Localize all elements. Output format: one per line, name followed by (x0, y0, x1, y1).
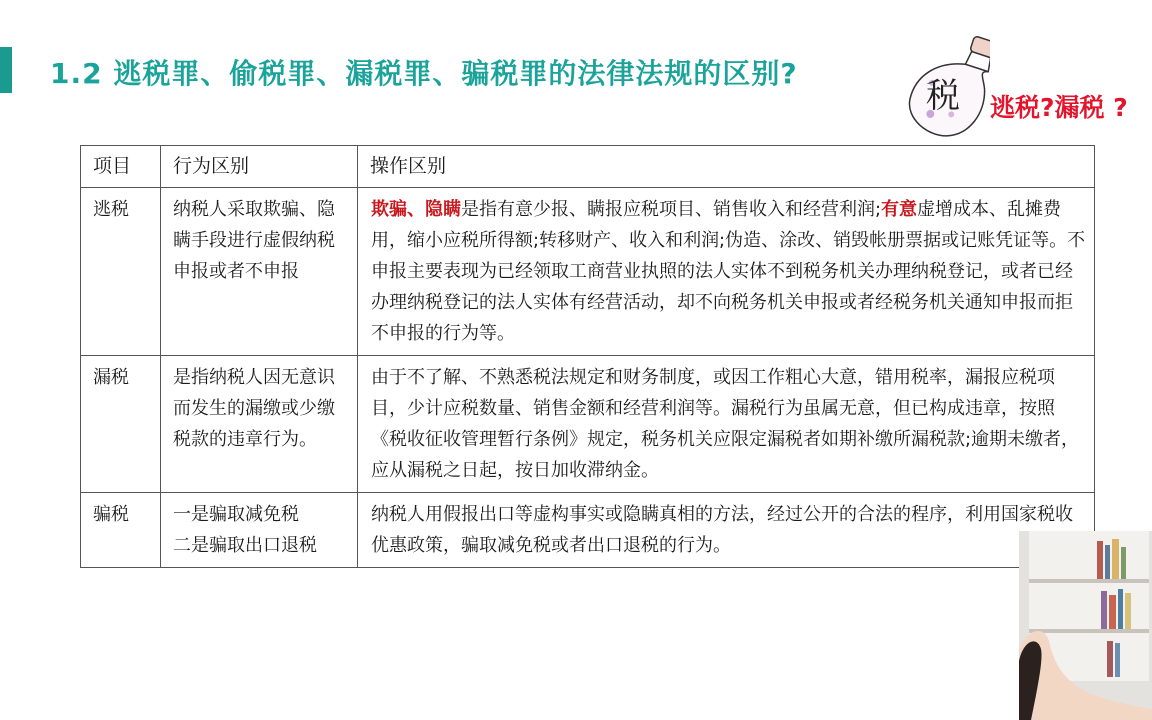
behavior-line: 二是骗取出口退税 (173, 535, 317, 556)
row-item-label: 骗税 (81, 493, 161, 568)
tax-bottle-icon (900, 25, 990, 145)
operation-cell (358, 188, 1095, 356)
row-item-label: 逃税 (81, 188, 161, 356)
operation-cell: 纳税人用假报出口等虚构事实或隐瞒真相的方法，经过公开的合法的程序，利用国家税收优惠政策，骗取减免税或者出口退税的行为。 (358, 493, 1095, 568)
behavior-cell: 纳税人采取欺骗、隐瞒手段进行虚假纳税申报或者不申报 (161, 188, 358, 356)
behavior-line: 一是骗取减免税 (173, 504, 299, 525)
slide-title: 1.2 逃税罪、偷税罪、漏税罪、骗税罪的法律法规的区别? (50, 57, 798, 90)
header-behavior: 行为区别 (161, 146, 358, 188)
table-header-row (81, 146, 1095, 188)
table-row (81, 356, 1095, 493)
operation-text: 虚增成本、乱摊费用，缩小应税所得额;转移财产、收入和利润;伪造、涂改、销毁帐册票据或记账凭证等。不申报主要表现为已经领取工商营业执照的法人实体不到税务机关办理纳税登记，或者已经办理纳税登记的法人实体有经营活动，却不向税务机关申报或者经税务机关通知申报而拒不申报的行为等。 (371, 199, 1086, 344)
table-row (81, 188, 1095, 356)
bookshelf-background (1019, 531, 1152, 720)
tax-glyph: 税 (926, 76, 960, 116)
table-row (81, 493, 1095, 568)
row-item-label: 漏税 (81, 356, 161, 493)
title-accent-bar (0, 47, 12, 93)
highlight-text: 有意 (881, 199, 918, 220)
header-item: 项目 (81, 146, 161, 188)
side-caption: 逃税?漏税 ? (990, 93, 1128, 122)
highlight-text: 欺骗、隐瞒 (371, 199, 461, 220)
header-operation: 操作区别 (358, 146, 1095, 188)
comparison-table (80, 145, 1095, 568)
presenter-video-feed (1019, 531, 1152, 720)
operation-cell: 由于不了解、不熟悉税法规定和财务制度，或因工作粗心大意，错用税率，漏报应税项目，少计应税数量、销售金额和经营利润等。漏税行为虽属无意，但已构成违章，按照《税收征收管理暂行条例》规定，税务机关应限定漏税者如期补缴所漏税款;逾期未缴者，应从漏税之日起，按日加收滞纳金。 (358, 356, 1095, 493)
operation-text: 是指有意少报、瞒报应税项目、销售收入和经营利润; (461, 199, 882, 220)
behavior-cell: 是指纳税人因无意识而发生的漏缴或少缴税款的违章行为。 (161, 356, 358, 493)
behavior-cell (161, 493, 358, 568)
